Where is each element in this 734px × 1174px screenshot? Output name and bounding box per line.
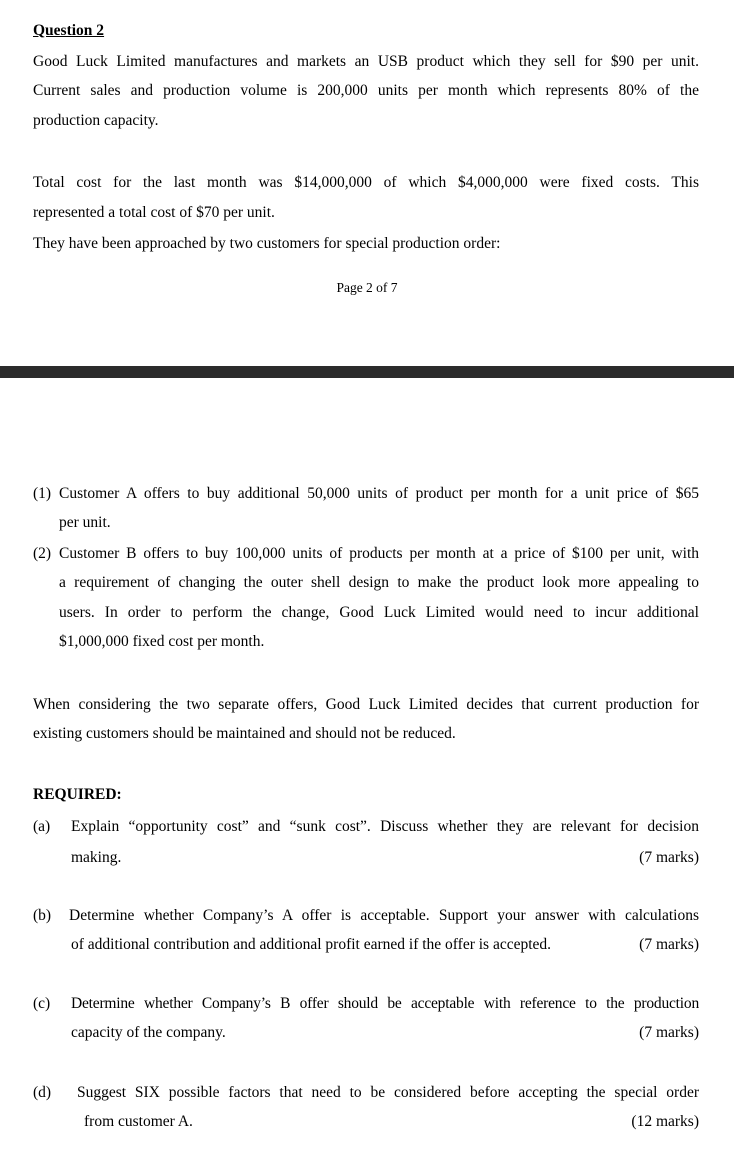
page-footer: Page 2 of 7 (336, 280, 398, 295)
question-label: (b) (33, 907, 52, 924)
offer-2-line-2: a requirement of changing the outer shell design to make the product look more appealing to (59, 574, 699, 591)
question-b-line-2: of additional contribution and additional profit earned if the offer is accepted. (71, 936, 552, 953)
offer-1-line-1: Customer A offers to buy additional 50,000 units of product per month for a unit price of $65 (59, 485, 699, 502)
costs-line-3: They have been approached by two customers for special production order: (33, 235, 501, 252)
question-a-marks: (7 marks) (639, 849, 699, 866)
offer-number: (2) (33, 545, 52, 562)
question-heading: Question 2 (33, 22, 105, 39)
question-b-line-1: Determine whether Company’s A offer is acceptable. Support your answer with calculations (69, 907, 699, 924)
offer-2-line-3: users. In order to perform the change, Good Luck Limited would need to incur additional (59, 604, 699, 621)
offer-number: (1) (33, 485, 52, 502)
intro-line-1: Good Luck Limited manufactures and markets an USB product which they sell for $90 per unit. (33, 53, 699, 70)
question-label: (c) (33, 995, 51, 1012)
question-b-marks: (7 marks) (639, 936, 699, 953)
offer-2-line-1: Customer B offers to buy 100,000 units of products per month at a price of $100 per unit, with (59, 545, 699, 562)
question-c-line-2: capacity of the company. (71, 1024, 226, 1041)
consideration-line-2: existing customers should be maintained and should not be reduced. (33, 725, 456, 742)
question-d-line-2: from customer A. (84, 1113, 193, 1130)
question-a-line-2: making. (71, 849, 122, 866)
question-c-marks: (7 marks) (639, 1024, 699, 1041)
question-label: (a) (33, 818, 51, 835)
consideration-line-1: When considering the two separate offers, Good Luck Limited decides that current production for (33, 696, 699, 713)
intro-line-3: production capacity. (33, 112, 159, 129)
intro-line-2: Current sales and production volume is 200,000 units per month which represents 80% of the (33, 82, 699, 99)
page-divider (0, 366, 734, 378)
costs-line-1: Total cost for the last month was $14,000,000 of which $4,000,000 were fixed costs. This (33, 174, 699, 191)
question-label: (d) (33, 1084, 52, 1101)
costs-line-2: represented a total cost of $70 per unit. (33, 204, 275, 221)
question-c-line-1: Determine whether Company’s B offer should be acceptable with reference to the production (71, 995, 699, 1012)
offer-2-line-4: $1,000,000 fixed cost per month. (59, 633, 265, 650)
offer-1-line-2: per unit. (59, 514, 111, 531)
question-d-line-1: Suggest SIX possible factors that need to be considered before accepting the special order (77, 1084, 699, 1101)
required-label: REQUIRED: (33, 786, 122, 803)
question-d-marks: (12 marks) (631, 1113, 699, 1130)
question-a-line-1: Explain “opportunity cost” and “sunk cost”. Discuss whether they are relevant for decision (71, 818, 699, 835)
